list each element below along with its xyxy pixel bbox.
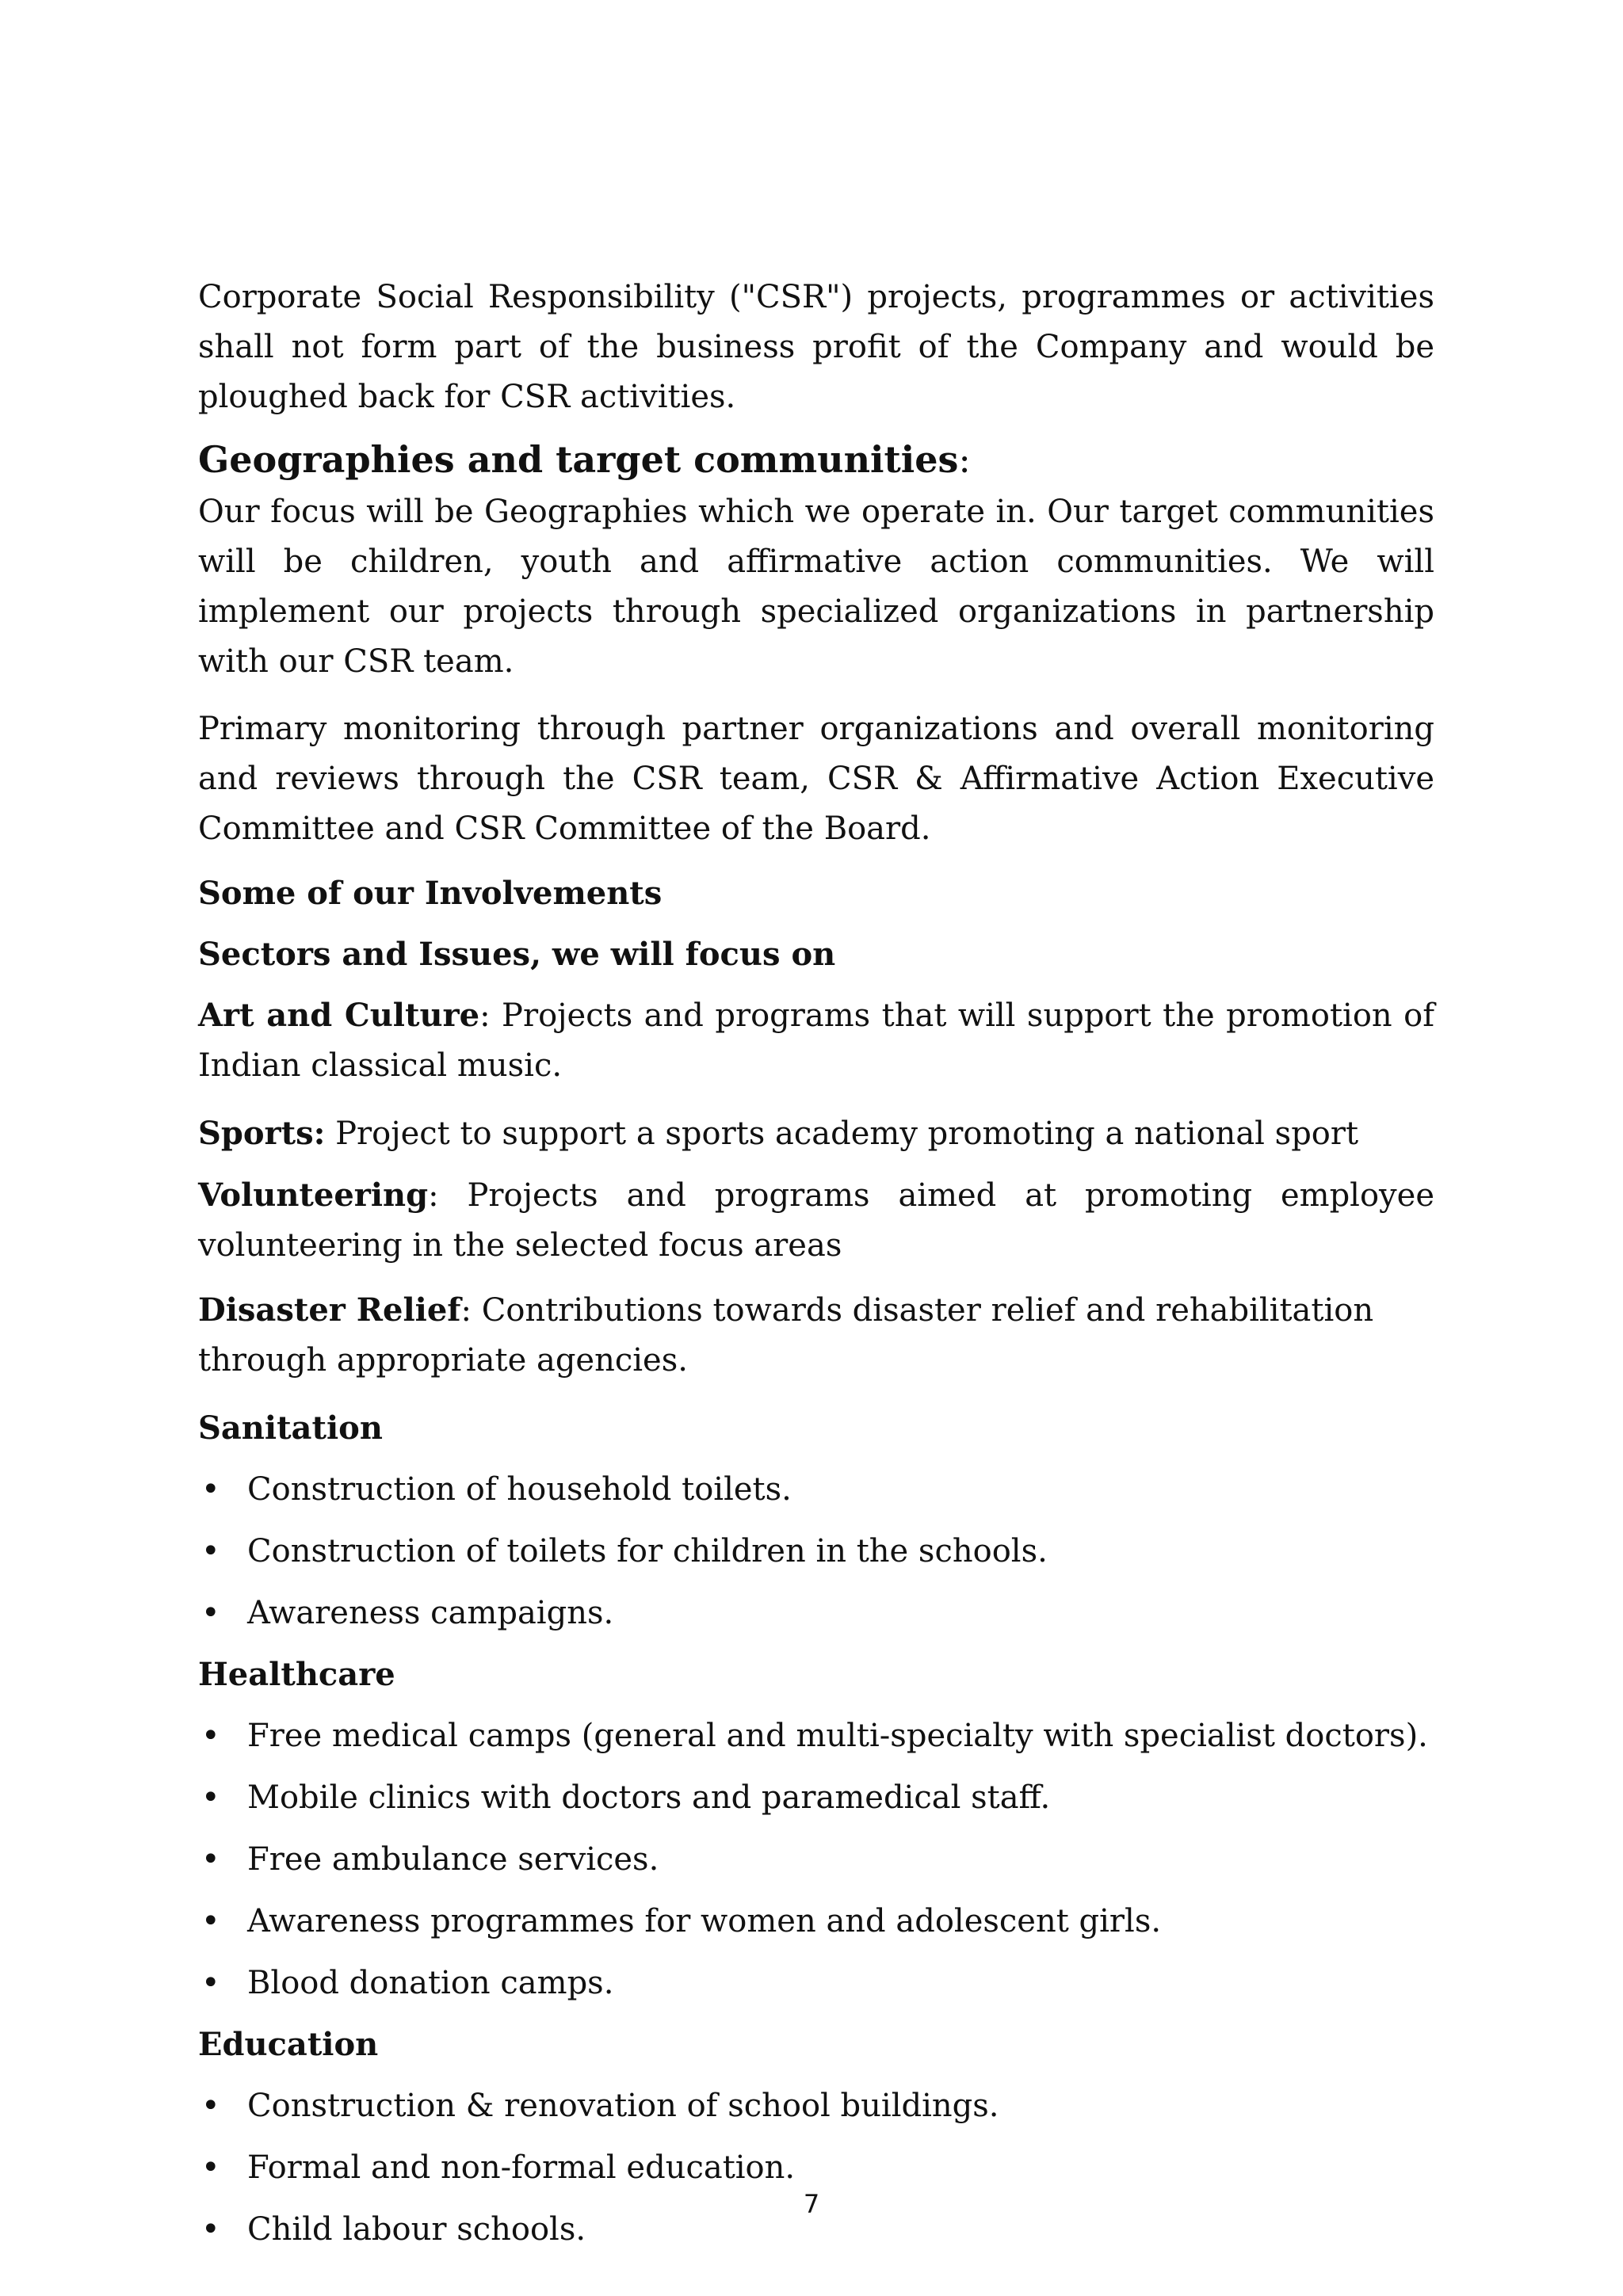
list-item-text: Awareness programmes for women and adolescent girls. [247,1903,1162,1939]
bullet-icon: • [201,1779,220,1816]
involvements-heading: Some of our Involvements [198,875,663,912]
focus-item-label: Sports: [198,1115,326,1152]
geographies-heading-colon: : [958,438,971,481]
list-item-text: Formal and non-formal education. [247,2149,796,2186]
education-heading: Education [198,2026,379,2063]
focus-item-text: Contributions towards disaster relief and rehabilitation through appropriate agencies. [198,1292,1374,1379]
geographies-paragraph: Our focus will be Geographies which we operate in. Our target communities will be children, youth and affirmative action communities. We will implement our projects through specialized organizations in partnership with our CSR team. [198,494,1434,680]
focus-item-separator: : [428,1177,439,1214]
sanitation-list [198,1465,1434,1638]
list-item-text: Awareness campaigns. [247,1595,614,1631]
education-list [198,2081,1434,2255]
list-item-text: Mobile clinics with doctors and paramedical staff. [247,1779,1051,1816]
focus-item-label: Art and Culture [198,997,480,1034]
focus-item-separator: : [479,997,491,1034]
page-number: 7 [803,2189,820,2219]
list-item-text: Free ambulance services. [247,1841,659,1878]
list-item [198,1897,1434,1947]
bullet-icon: • [201,1903,220,1939]
geographies-heading-text: Geographies and target communities [198,438,959,481]
list-item [198,2081,1434,2131]
bullet-icon: • [201,1718,220,1754]
geographies-heading [198,432,1434,487]
list-item-text: Construction & renovation of school buildings. [247,2088,999,2124]
list-item [198,1465,1434,1515]
sectors-subheading: Sectors and Issues, we will focus on [198,936,836,973]
focus-item-sports [198,1108,1434,1159]
healthcare-heading: Healthcare [198,1656,395,1693]
list-item-text: Free medical camps (general and multi-specialty with specialist doctors). [247,1718,1428,1754]
list-item [198,1835,1434,1885]
monitoring-paragraph: Primary monitoring through partner organizations and overall monitoring and reviews through the CSR team, CSR & Affirmative Action Executive Committee and CSR Committee of the Board. [198,711,1434,847]
focus-item-separator: : [460,1292,472,1329]
intro-paragraph: Corporate Social Responsibility ("CSR") projects, programmes or activities shall not form part of the business profit of the Company and would be ploughed back for CSR activities. [198,279,1434,415]
focus-item-disaster-relief [198,1285,1434,1386]
list-item-text: Child labour schools. [247,2211,586,2248]
bullet-icon: • [201,2211,220,2248]
list-item [198,1527,1434,1577]
list-item-text: Construction of toilets for children in the schools. [247,1533,1048,1569]
focus-item-text: Projects and programs that will support the promotion of Indian classical music. [198,997,1435,1084]
bullet-icon: • [201,1841,220,1878]
list-item [198,1773,1434,1823]
list-item-text: Blood donation camps. [247,1965,614,2001]
bullet-icon: • [201,2088,220,2124]
focus-item-label: Disaster Relief [198,1291,461,1329]
focus-item-text: Projects and programs aimed at promoting employee volunteering in the selected focus areas [198,1177,1434,1264]
focus-item-label: Volunteering [198,1177,429,1214]
bullet-icon: • [201,1471,220,1508]
list-item [198,1711,1434,1761]
list-item [198,1589,1434,1638]
focus-item-art-culture [198,990,1434,1091]
healthcare-list [198,1711,1434,2008]
bullet-icon: • [201,1595,220,1631]
list-item-text: Construction of household toilets. [247,1471,792,1508]
list-item [198,2143,1434,2193]
bullet-icon: • [201,1533,220,1569]
page-content [198,273,1434,2255]
bullet-icon: • [201,1965,220,2001]
list-item [198,1958,1434,2008]
focus-item-volunteering [198,1170,1434,1271]
focus-item-text: Project to support a sports academy promoting a national sport [325,1116,1359,1152]
sanitation-heading: Sanitation [198,1409,383,1447]
bullet-icon: • [201,2149,220,2186]
